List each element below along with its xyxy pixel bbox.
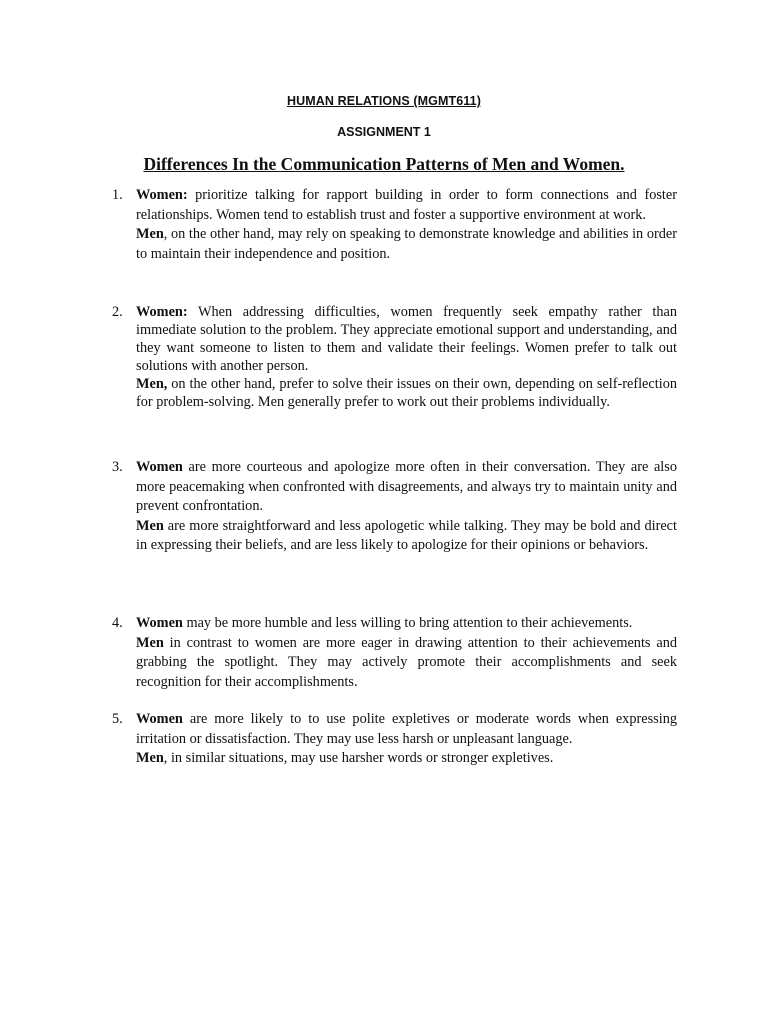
women-text: may be more humble and less willing to bring attention to their achievements. [182,615,633,631]
list-item-4 [112,614,677,692]
women-paragraph [136,614,677,634]
list-item-number: 3. [112,459,123,475]
women-paragraph [136,710,677,749]
women-paragraph [136,303,677,375]
document-heading: Differences In the Communication Patterns of Men and Women. [143,154,625,174]
women-text: prioritize talking for rapport building in order to form connections and foster relationships. Women tend to establish trust and foster a supportive environment at work. [136,187,677,223]
men-label: Men [136,750,164,766]
men-paragraph [136,225,677,264]
men-paragraph [136,375,677,411]
men-label: Men [136,226,164,242]
women-text: When addressing difficulties, women frequently seek empathy rather than immediate solution to the problem. They appreciate emotional support and understanding, and they want someone to listen to them and validate their feelings. Women prefer to talk out solutions with another person. [136,304,677,374]
women-text: are more likely to to use polite expletives or moderate words when expressing irritation or dissatisfaction. They may use less harsh or unpleasant language. [136,711,677,747]
list-item-number: 4. [112,615,123,631]
men-paragraph [136,749,677,769]
men-text: on the other hand, prefer to solve their issues on their own, depending on self-reflection for problem-solving. Men generally prefer to work out their problems individually. [136,376,677,410]
women-paragraph [136,458,677,517]
list-item-3 [112,458,677,556]
course-title: HUMAN RELATIONS (MGMT611) [287,94,481,108]
men-label: Men, [136,376,168,392]
men-label: Men [136,517,164,534]
women-label: Women [136,711,183,727]
men-text: in contrast to women are more eager in drawing attention to their achievements and grabbing the spotlight. They may actively promote their accomplishments and seek recognition for their accomplishments. [136,634,677,690]
women-paragraph [136,186,677,225]
list-item-1 [112,186,677,264]
women-label: Women: [136,187,188,203]
assignment-title: ASSIGNMENT 1 [337,125,431,139]
list-item-number: 2. [112,304,123,320]
list-item-2 [112,303,677,411]
men-text: are more straightforward and less apologetic while talking. They may be bold and direct in expressing their beliefs, and are less likely to apologize for their opinions or behaviors. [136,517,677,553]
men-text: , in similar situations, may use harsher words or stronger expletives. [163,750,554,766]
women-text: are more courteous and apologize more often in their conversation. They are also more peacemaking when confronted with disagreements, and always try to maintain unity and prevent confrontation. [136,459,677,514]
men-label: Men [136,634,164,651]
women-label: Women [136,615,183,631]
men-paragraph [136,634,677,693]
list-item-5 [112,710,677,769]
men-paragraph [136,517,677,556]
women-label: Women: [136,304,188,320]
list-item-number: 1. [112,187,123,203]
list-item-number: 5. [112,711,123,727]
women-label: Women [136,459,183,475]
men-text: , on the other hand, may rely on speaking to demonstrate knowledge and abilities in order to maintain their independence and position. [136,226,677,262]
